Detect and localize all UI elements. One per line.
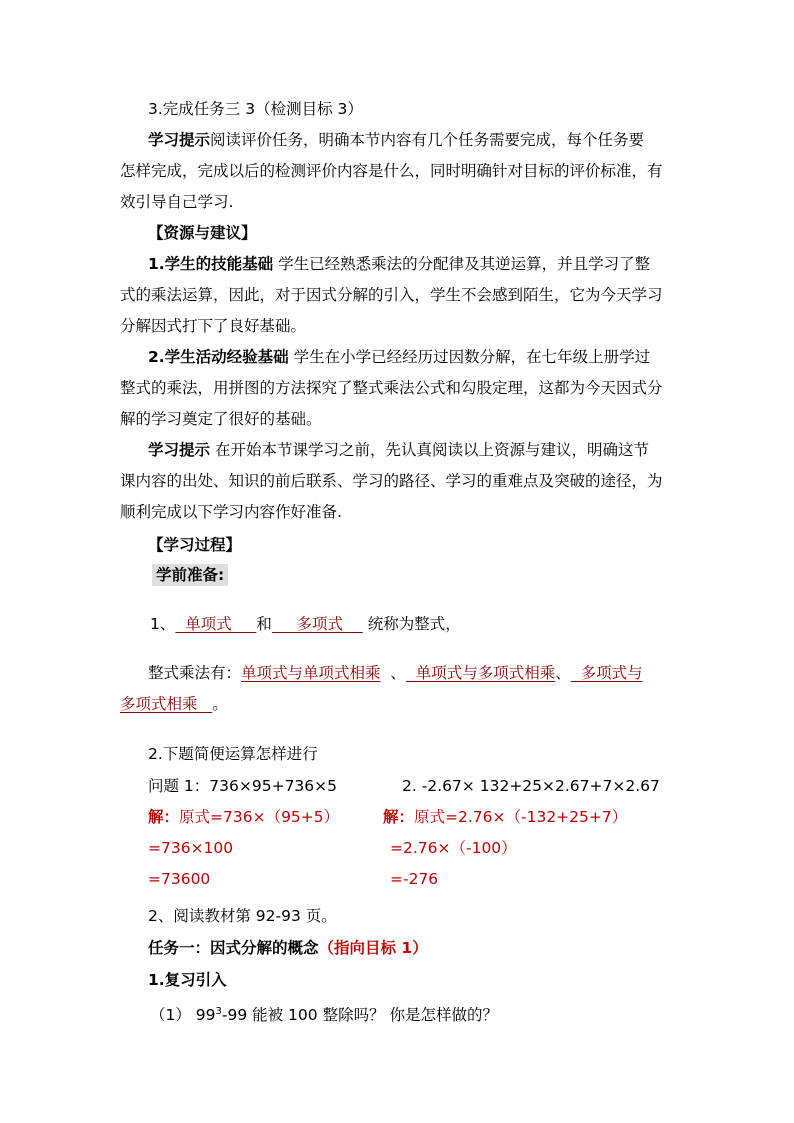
process-title: 【学习过程】 bbox=[148, 536, 242, 554]
task3-hint-line2: 怎样完成，完成以后的检测评价内容是什么，同时明确针对目标的评价标准，有 bbox=[120, 162, 663, 180]
q1-blank2: 多项式 bbox=[296, 615, 344, 633]
resources-title: 【资源与建议】 bbox=[148, 224, 257, 242]
task3-hint-line3: 效引导自己学习. bbox=[120, 193, 234, 211]
mult-blank3-cont: 多项式相乘 bbox=[120, 695, 198, 713]
review-question1: （1） $99^3-99$ 能被 100 整除吗？ 你是怎样做的？ bbox=[150, 1006, 499, 1025]
solution1-line3: =73600 bbox=[148, 870, 211, 888]
task3-heading: 3.完成任务三 3（检测目标 3） bbox=[148, 100, 363, 118]
solution2-line3: =-276 bbox=[390, 870, 439, 888]
hint2-label: 学习提示 bbox=[148, 441, 211, 459]
resources-item1-line1: 1.学生的技能基础 学生已经熟悉乘法的分配律及其逆运算，并且学习了整 bbox=[148, 255, 651, 273]
resources-item1-line3: 分解因式打下了良好基础。 bbox=[120, 317, 307, 335]
task1-title: 任务一：因式分解的概念（指向目标 1） bbox=[148, 939, 428, 957]
solution1-line1: 解：原式=736×（95+5） bbox=[148, 808, 340, 826]
mult-line2: 多项式相乘 。 bbox=[120, 695, 228, 713]
item2-label: 2.学生活动经验基础 bbox=[148, 348, 289, 366]
solution2-line1: 解：原式=2.76×（-132+25+7） bbox=[383, 808, 628, 826]
read-textbook: 2、阅读教材第 92-93 页。 bbox=[148, 907, 337, 925]
q1-blank1: 单项式 bbox=[185, 615, 232, 633]
prep-label: 学前准备: bbox=[152, 565, 228, 585]
resources-hint-line2: 课内容的出处、知识的前后联系、学习的路径、学习的重难点及突破的途径，为 bbox=[120, 472, 663, 490]
q2-title: 2.下题简便运算怎样进行 bbox=[148, 745, 318, 763]
problem1: 问题 1：736×95+736×5 bbox=[148, 777, 338, 795]
mult-blank1: 单项式与单项式相乘 bbox=[241, 664, 381, 682]
review-heading: 1.复习引入 bbox=[148, 971, 227, 989]
q1-line: 1、 单项式 和 多项式 统称为整式， bbox=[150, 615, 461, 633]
resources-hint-line1: 学习提示 在开始本节课学习之前，先认真阅读以上资源与建议，明确这节 bbox=[148, 441, 649, 459]
task3-hint-line1: 学习提示阅读评价任务，明确本节内容有几个任务需要完成，每个任务要 bbox=[148, 131, 645, 149]
problem2: 2. -2.67× 132+25×2.67+7×2.67 bbox=[402, 777, 660, 795]
resources-item2-line3: 解的学习奠定了很好的基础。 bbox=[120, 410, 322, 428]
resources-item1-line2: 式的乘法运算，因此，对于因式分解的引入，学生不会感到陌生，它为今天学习 bbox=[120, 286, 663, 304]
task1-goal: （指向目标 1） bbox=[318, 939, 428, 957]
resources-item2-line1: 2.学生活动经验基础 学生在小学已经经历过因数分解，在七年级上册学过 bbox=[148, 348, 651, 366]
resources-hint-line3: 顺利完成以下学习内容作好准备. bbox=[120, 503, 342, 521]
mult-blank3: 多项式与 bbox=[580, 664, 643, 682]
mult-line1: 整式乘法有：单项式与单项式相乘 、 单项式与多项式相乘、 多项式与 bbox=[148, 664, 643, 682]
solution2-line2: =2.76×（-100） bbox=[390, 839, 517, 857]
hint-label: 学习提示 bbox=[148, 131, 211, 149]
resources-item2-line2: 整式的乘法，用拼图的方法探究了整式乘法公式和勾股定理，这都为今天因式分 bbox=[120, 379, 663, 397]
mult-blank2: 单项式与多项式相乘 bbox=[415, 664, 556, 682]
solution1-line2: =736×100 bbox=[148, 839, 234, 857]
item1-label: 1.学生的技能基础 bbox=[148, 255, 274, 273]
